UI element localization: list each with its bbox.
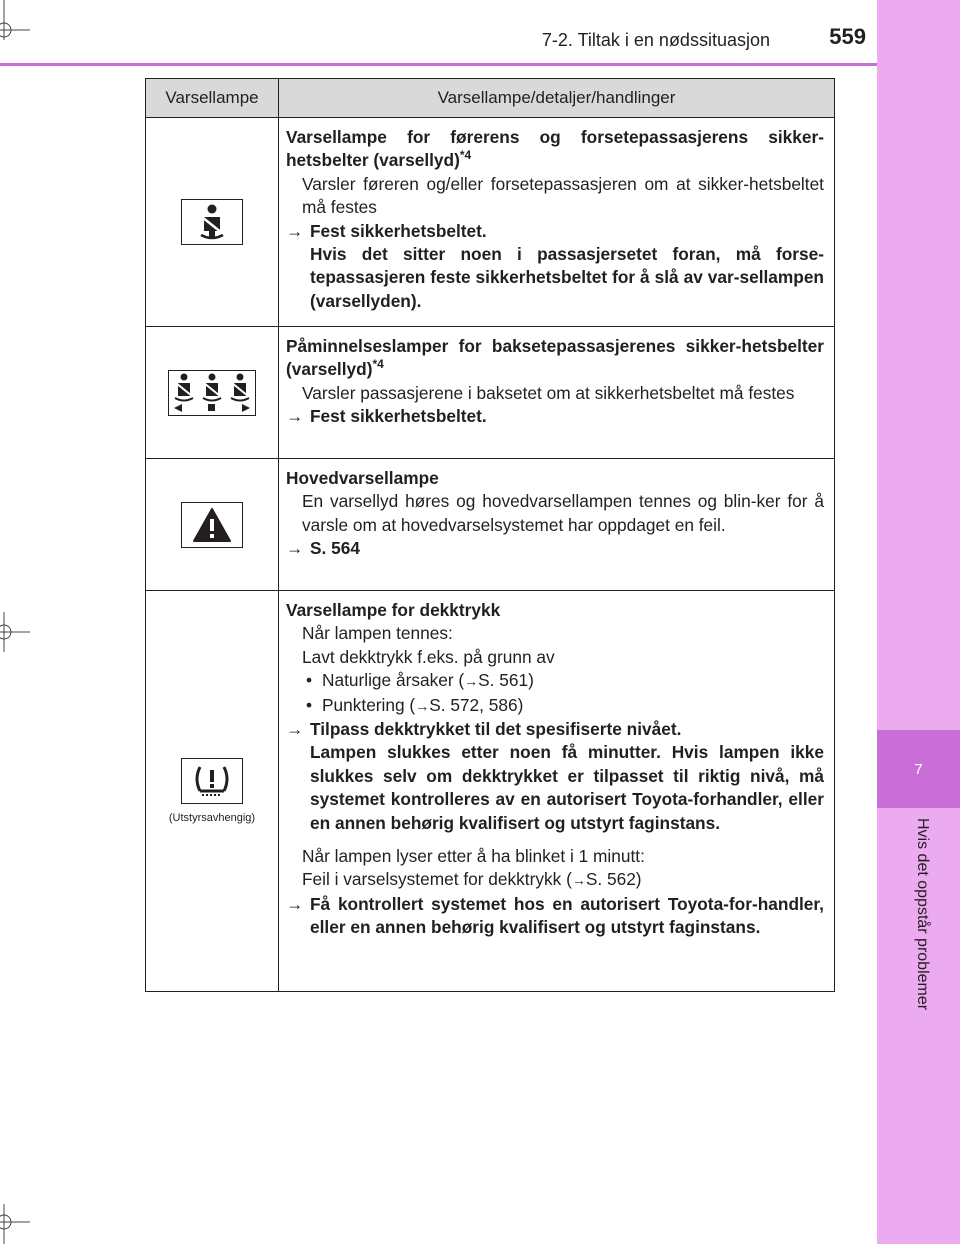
table-row — [146, 327, 834, 459]
crop-mark-bottom-left — [0, 1204, 30, 1244]
row-description: Varsler føreren og/eller forsetepassasjeren om at sikker-hetsbeltet må festes — [302, 173, 824, 218]
tire-pressure-warning-icon — [181, 758, 243, 804]
action-arrow-icon: → — [286, 719, 304, 740]
row-action[interactable]: → S. 564 — [286, 537, 824, 560]
details-cell — [279, 118, 834, 326]
details-cell — [279, 327, 834, 458]
row-action: → Tilpass dekktrykket til det spesifiserte nivået. — [286, 718, 824, 741]
row-line: Når lampen tennes: — [302, 623, 453, 644]
row-action: → Fest sikkerhetsbeltet. — [286, 405, 824, 428]
crop-mark-mid-left — [0, 612, 30, 652]
list-item: • Naturlige årsaker (→S. 561) — [286, 669, 824, 693]
details-cell — [279, 591, 834, 991]
seatbelt-warning-icon — [181, 199, 243, 245]
row-line: Når lampen lyser etter å ha blinket i 1 minutt: — [302, 846, 645, 867]
action-arrow-icon: → — [286, 538, 304, 559]
column-header-warning-light: Varsellampe — [146, 79, 279, 117]
action-arrow-icon: → — [286, 406, 304, 427]
table-header — [146, 79, 834, 118]
row-description: En varsellyd høres og hovedvarsellampen tennes og blin-ker for å varsle om at hovedvarselsystemet har oppdaget en feil. — [302, 491, 824, 535]
icon-cell — [146, 591, 279, 991]
section-title: 7-2. Tiltak i en nødssituasjon — [541, 30, 770, 50]
icon-cell — [146, 118, 279, 326]
row-title: Varsellampe for førerens og forsetepassasjerens sikker-hetsbelter (varsellyd)$^{*4}$ — [286, 127, 824, 171]
crop-mark-top-left — [0, 0, 30, 40]
bullet-icon: • — [306, 694, 313, 715]
list-item: • Punktering (→S. 572, 586) — [286, 694, 824, 718]
row-line: Lavt dekktrykk f.eks. på grunn av — [302, 646, 555, 667]
row-action: → Få kontrollert systemet hos en autorisert Toyota-for-handler, eller en annen behørig kvalifisert og utstyrt faginstans. — [286, 893, 824, 940]
row-action-detail: Hvis det sitter noen i passasjersetet foran, må forse-tepassasjeren feste sikkerhetsbeltet for å slå av var-sellampen (varsellyden). — [310, 244, 824, 311]
ref-arrow-icon: → — [415, 697, 430, 714]
page-reference[interactable]: S. 561) — [478, 670, 534, 691]
action-arrow-icon: → — [286, 893, 304, 914]
chapter-title: Hvis det oppstår problemer — [914, 818, 931, 1011]
page-reference[interactable]: S. 572, 586) — [429, 694, 524, 715]
icon-cell — [146, 459, 279, 590]
table-row — [146, 118, 834, 327]
page-reference[interactable]: S. 562) — [585, 869, 642, 890]
chapter-number-tab: 7 — [877, 730, 960, 808]
row-title: Hovedvarsellampe — [286, 468, 439, 488]
row-title: Påminnelseslamper for baksetepassasjerenes sikker-hetsbelter (varsellyd)$^{*4}$ — [286, 336, 824, 380]
icon-caption: (Utstyrsavhengig) — [168, 812, 256, 824]
details-cell — [279, 459, 834, 590]
column-header-details: Varsellampe/detaljer/handlinger — [437, 88, 676, 107]
table-row — [146, 591, 834, 991]
action-arrow-icon: → — [286, 220, 304, 241]
table-row — [146, 459, 834, 591]
row-description: Varsler passasjerene i baksetet om at sikkerhetsbeltet må festes — [302, 382, 795, 403]
page-number: 559 — [829, 24, 866, 49]
warning-light-table — [145, 78, 835, 992]
row-title: Varsellampe for dekktrykk — [286, 600, 501, 620]
header-rule — [0, 63, 877, 66]
icon-cell — [146, 327, 279, 458]
ref-arrow-icon: → — [464, 673, 479, 690]
bullet-icon: • — [306, 670, 313, 691]
row-action: → Fest sikkerhetsbeltet. — [286, 220, 824, 243]
row-action-detail: Lampen slukkes etter noen få minutter. Hvis lampen ikke slukkes selv om dekktrykket er tilpasset til riktig nivå, må systemet kontrolleres av en autorisert Toyota-forhandler, eller en annen behørig kvalifisert og utstyrt faginstans. — [310, 742, 824, 833]
ref-arrow-icon: → — [571, 872, 586, 889]
chapter-sidebar — [877, 0, 960, 1244]
master-warning-icon — [181, 502, 243, 548]
row-line: Feil i varselsystemet for dekktrykk (→S. 562) — [302, 869, 642, 890]
rear-seatbelt-reminder-icon — [168, 370, 256, 416]
